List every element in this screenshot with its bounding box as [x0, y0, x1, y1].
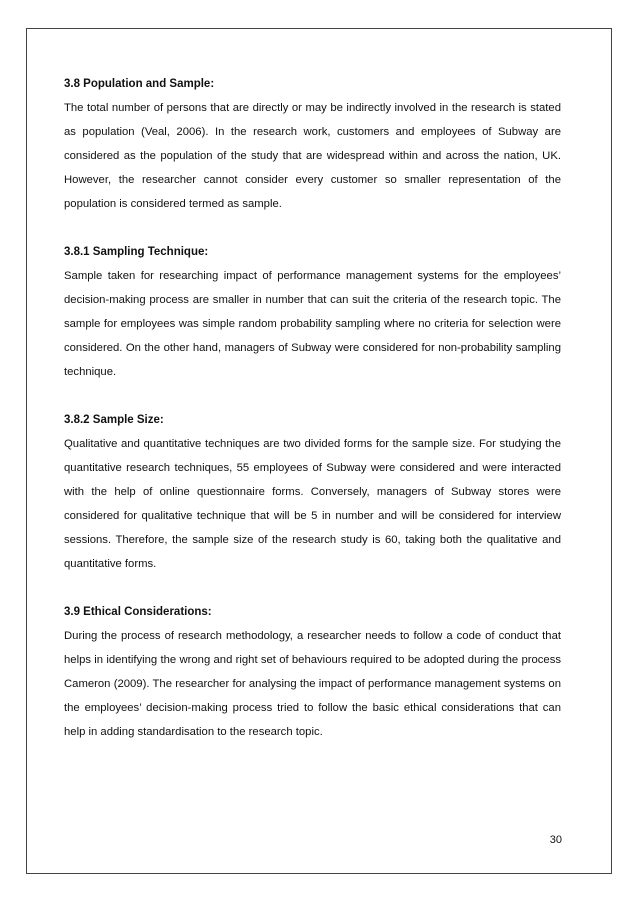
section-paragraph: The total number of persons that are directly or may be indirectly involved in the research is stated as population (Veal, 2006). In the research work, customers and employees of Subway are considered as the population of the study that are widespread within and across the nation, UK. However, the researcher cannot consider every customer so smaller representation of the population is considered termed as sample.	[64, 102, 561, 210]
section-population-and-sample	[64, 72, 561, 216]
section-heading: 3.9 Ethical Considerations:	[64, 606, 212, 618]
section-paragraph: Sample taken for researching impact of performance management systems for the employees’ decision-making process are smaller in number that can suit the criteria of the research topic. The sample for employees was simple random probability sampling where no criteria for selection were considered. On the other hand, managers of Subway were considered for non-probability sampling technique.	[64, 270, 561, 378]
section-heading: 3.8.1 Sampling Technique:	[64, 246, 209, 258]
section-paragraph: During the process of research methodology, a researcher needs to follow a code of conduct that helps in identifying the wrong and right set of behaviours required to be adopted during the process Cameron (2009). The researcher for analysing the impact of performance management systems on the employees’ decision-making process tried to follow the basic ethical considerations that can help in adding standardisation to the research topic.	[64, 630, 561, 738]
section-sampling-technique	[64, 240, 561, 384]
document-body	[64, 72, 561, 768]
section-ethical-considerations	[64, 600, 561, 744]
page-number: 30	[549, 834, 562, 846]
section-sample-size	[64, 408, 561, 576]
section-heading: 3.8.2 Sample Size:	[64, 414, 164, 426]
section-heading: 3.8 Population and Sample:	[64, 78, 215, 90]
section-paragraph: Qualitative and quantitative techniques are two divided forms for the sample size. For studying the quantitative research techniques, 55 employees of Subway were considered and were interacted with the help of online questionnaire forms. Conversely, managers of Subway stores were considered for qualitative technique that will be 5 in number and will be considered for interview sessions. Therefore, the sample size of the research study is 60, taking both the qualitative and quantitative forms.	[64, 438, 561, 570]
